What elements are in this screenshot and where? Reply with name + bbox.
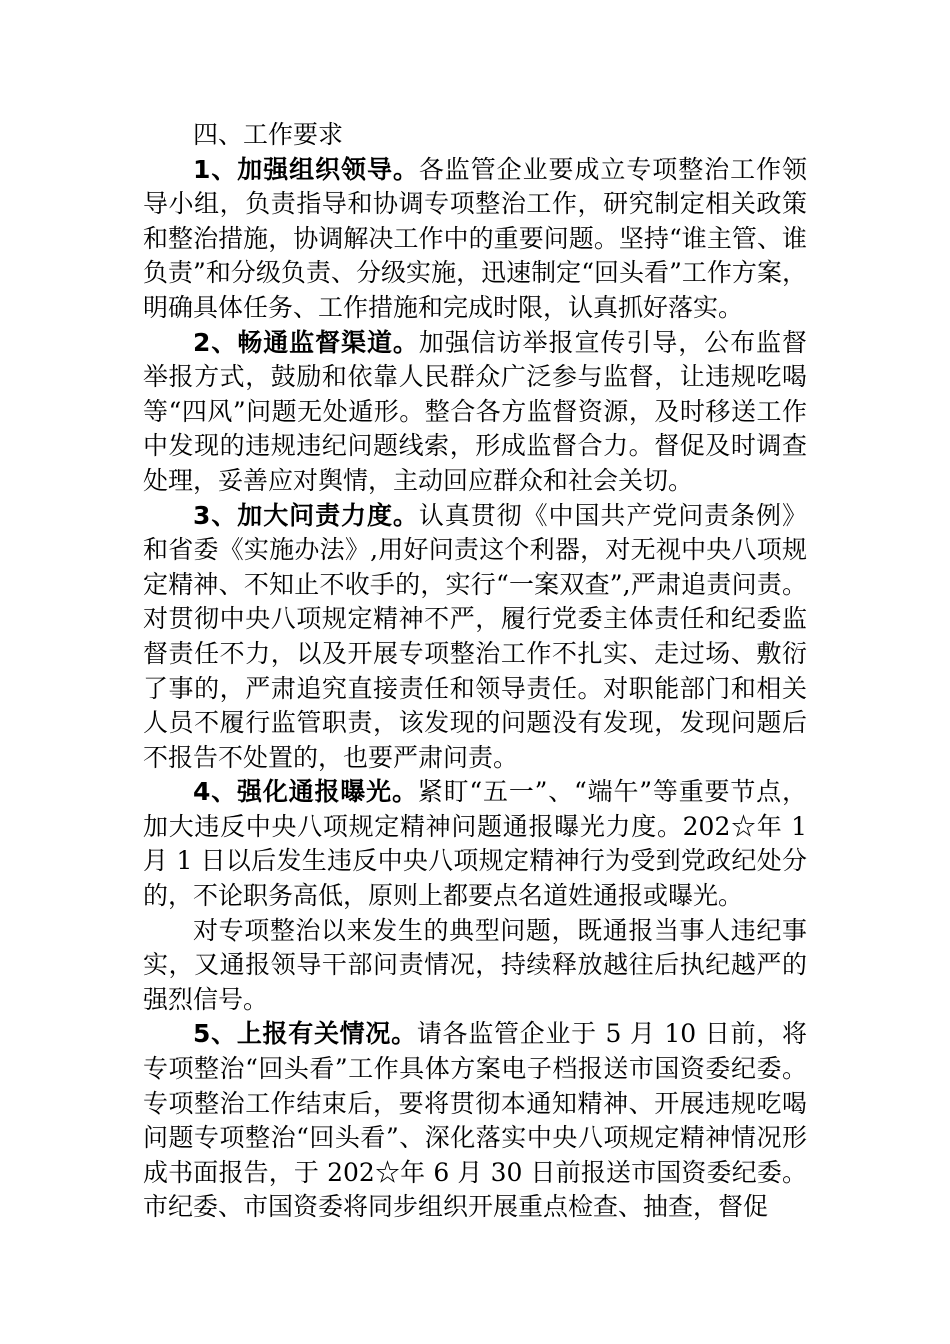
paragraph-reporting [143, 1017, 807, 1225]
paragraph-text: 对专项整治以来发生的典型问题，既通报当事人违纪事实，又通报领导干部问责情况，持续释放越往后执纪越严的强烈信号。 [143, 915, 807, 1014]
paragraph-text: 请各监管企业于 5 月 10 日前，将专项整治“回头看”工作具体方案电子档报送市国资委纪委。专项整治工作结束后，要将贯彻本通知精神、开展违规吃喝问题专项整治“回头看”、深化落实中央八项规定精神情况形成书面报告，于 202☆年 6 月 30 日前报送市国资委纪委。市纪委、市国资委将同步组织开展重点检查、抽查，督促 [143, 1019, 807, 1222]
section-heading: 四、工作要求 [193, 120, 344, 149]
document-body [143, 118, 807, 1225]
paragraph-organization-leadership [143, 153, 807, 326]
paragraph-supervision-channels [143, 326, 807, 499]
paragraph-text: 紧盯“五一”、“端午”等重要节点，加大违反中央八项规定精神问题通报曝光力度。202☆年 1 月 1 日以后发生违反中央八项规定精神行为受到党政纪处分的，不论职务高低，原则上都要点名道姓通报或曝光。 [143, 777, 807, 911]
paragraph-typical-problems [143, 914, 807, 1018]
paragraph-text: 认真贯彻《中国共产党问责条例》和省委《实施办法》,用好问责这个利器，对无视中央八项规定精神、不知止不收手的，实行“一案双查”,严肃追责问责。对贯彻中央八项规定精神不严，履行党委主体责任和纪委监督责任不力，以及开展专项整治工作不扎实、走过场、敷衍了事的，严肃追究直接责任和领导责任。对职能部门和相关人员不履行监管职责，该发现的问题没有发现，发现问题后不报告不处置的，也要严肃问责。 [143, 500, 807, 772]
paragraph-lead: 5、上报有关情况。 [193, 1019, 417, 1049]
paragraph-accountability [143, 499, 807, 776]
paragraph-lead: 4、强化通报曝光。 [193, 777, 418, 807]
paragraph-lead: 1、加强组织领导。 [193, 154, 419, 184]
paragraph-text: 加强信访举报宣传引导，公布监督举报方式，鼓励和依靠人民群众广泛参与监督，让违规吃喝等“四风”问题无处遁形。整合各方监督资源，及时移送工作中发现的违规违纪问题线索，形成监督合力。督促及时调查处理，妥善应对舆情，主动回应群众和社会关切。 [143, 327, 807, 495]
paragraph-lead: 2、畅通监督渠道。 [193, 327, 419, 357]
paragraph-text: 各监管企业要成立专项整治工作领导小组，负责指导和协调专项整治工作，研究制定相关政策和整治措施，协调解决工作中的重要问题。坚持“谁主管、谁负责”和分级负责、分级实施，迅速制定“回头看”工作方案，明确具体任务、工作措施和完成时限，认真抓好落实。 [143, 154, 807, 322]
paragraph-public-exposure [143, 775, 807, 913]
paragraph-lead: 3、加大问责力度。 [193, 500, 419, 530]
